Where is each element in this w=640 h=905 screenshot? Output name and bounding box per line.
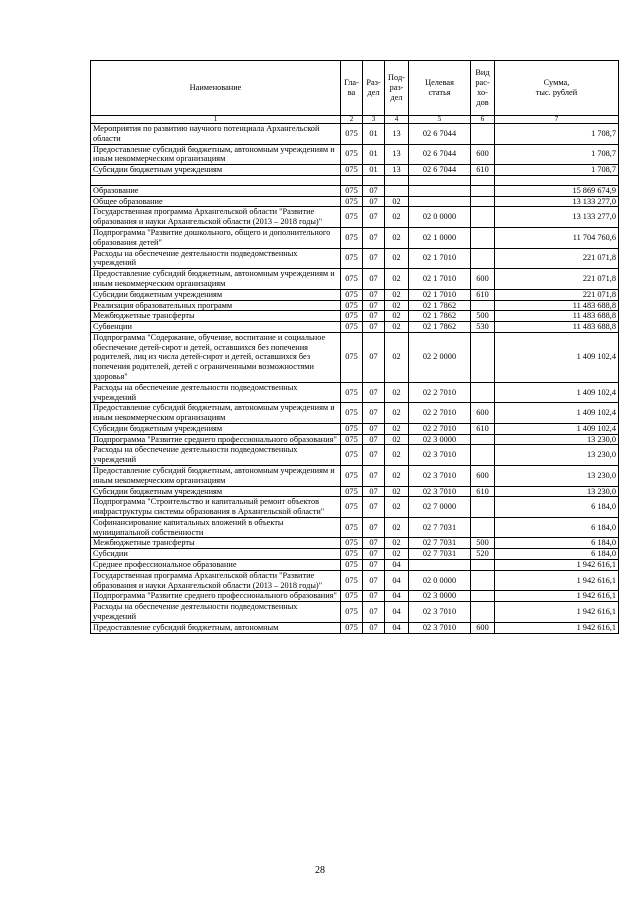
table-row — [91, 423, 619, 434]
row-name: Государственная программа Архангельской области "Развитие образования и науки Архангельской области (2013 – 2018 годы)" — [91, 570, 341, 591]
row-razdel: 07 — [363, 570, 385, 591]
table-row — [91, 300, 619, 311]
row-name — [91, 175, 341, 185]
row-razdel: 07 — [363, 228, 385, 249]
table-row — [91, 602, 619, 623]
row-podrazdel: 02 — [385, 196, 409, 207]
row-vid — [471, 228, 495, 249]
table-row — [91, 196, 619, 207]
page-number: 28 — [315, 865, 325, 876]
row-podrazdel: 02 — [385, 517, 409, 538]
row-target: 02 7 7031 — [409, 538, 471, 549]
row-name: Субсидии бюджетным учреждениям — [91, 423, 341, 434]
row-sum: 6 184,0 — [495, 538, 619, 549]
row-vid: 610 — [471, 165, 495, 176]
row-vid: 600 — [471, 403, 495, 424]
table-row — [91, 382, 619, 403]
row-glava: 075 — [341, 517, 363, 538]
row-podrazdel: 02 — [385, 445, 409, 466]
table-row — [91, 403, 619, 424]
row-name: Подпрограмма "Содержание, обучение, воспитание и социальное обеспечение детей-сирот и детей, оставшихся без попечения родителей, лиц из числа детей-сирот и детей, оставшихся без попечения родителей, детей с ограниченными возможностями здоровья" — [91, 332, 341, 382]
row-sum: 13 133 277,0 — [495, 196, 619, 207]
row-podrazdel: 02 — [385, 486, 409, 497]
table-row — [91, 165, 619, 176]
row-sum: 1 708,7 — [495, 144, 619, 165]
row-glava: 075 — [341, 538, 363, 549]
column-number: 6 — [471, 116, 495, 124]
row-target: 02 1 7010 — [409, 289, 471, 300]
row-podrazdel: 13 — [385, 144, 409, 165]
row-glava: 075 — [341, 269, 363, 290]
row-glava: 075 — [341, 403, 363, 424]
row-vid — [471, 300, 495, 311]
row-podrazdel: 02 — [385, 497, 409, 518]
row-glava — [341, 175, 363, 185]
row-razdel: 07 — [363, 466, 385, 487]
row-razdel: 07 — [363, 196, 385, 207]
row-name: Субвенции — [91, 322, 341, 333]
row-name: Предоставление субсидий бюджетным, автономным учреждениям и иным некоммерческим организациям — [91, 269, 341, 290]
row-name: Образование — [91, 185, 341, 196]
table-row — [91, 269, 619, 290]
row-podrazdel: 02 — [385, 322, 409, 333]
table-row — [91, 144, 619, 165]
row-target: 02 2 7010 — [409, 403, 471, 424]
row-vid — [471, 248, 495, 269]
row-vid: 610 — [471, 289, 495, 300]
row-name: Подпрограмма "Строительство и капитальный ремонт объектов инфраструктуры системы образования в Архангельской области" — [91, 497, 341, 518]
table-row — [91, 228, 619, 249]
row-vid: 600 — [471, 269, 495, 290]
row-podrazdel: 02 — [385, 403, 409, 424]
row-razdel: 07 — [363, 423, 385, 434]
row-glava: 075 — [341, 248, 363, 269]
row-vid — [471, 434, 495, 445]
row-sum: 6 184,0 — [495, 517, 619, 538]
row-vid: 500 — [471, 311, 495, 322]
row-sum: 1 409 102,4 — [495, 423, 619, 434]
row-razdel: 07 — [363, 434, 385, 445]
row-razdel: 07 — [363, 486, 385, 497]
row-podrazdel: 02 — [385, 289, 409, 300]
row-vid: 600 — [471, 622, 495, 633]
row-razdel: 07 — [363, 602, 385, 623]
row-vid: 610 — [471, 423, 495, 434]
row-glava: 075 — [341, 445, 363, 466]
row-target: 02 0 0000 — [409, 570, 471, 591]
row-glava: 075 — [341, 289, 363, 300]
table-row — [91, 332, 619, 382]
row-target — [409, 185, 471, 196]
table-row — [91, 207, 619, 228]
row-target: 02 7 0000 — [409, 497, 471, 518]
row-sum: 1 409 102,4 — [495, 382, 619, 403]
row-vid — [471, 207, 495, 228]
row-razdel: 07 — [363, 332, 385, 382]
row-glava: 075 — [341, 423, 363, 434]
row-name: Подпрограмма "Развитие дошкольного, общего и дополнительного образования детей" — [91, 228, 341, 249]
row-podrazdel: 13 — [385, 165, 409, 176]
row-name: Государственная программа Архангельской области "Развитие образования и науки Архангельской области (2013 – 2018 годы)" — [91, 207, 341, 228]
row-name: Расходы на обеспечение деятельности подведомственных учреждений — [91, 382, 341, 403]
row-sum: 13 230,0 — [495, 434, 619, 445]
row-razdel: 07 — [363, 538, 385, 549]
row-sum: 1 942 616,1 — [495, 591, 619, 602]
row-sum: 13 230,0 — [495, 445, 619, 466]
row-vid: 610 — [471, 486, 495, 497]
row-razdel: 07 — [363, 207, 385, 228]
column-number: 3 — [363, 116, 385, 124]
row-sum — [495, 175, 619, 185]
row-glava: 075 — [341, 185, 363, 196]
row-sum: 1 708,7 — [495, 165, 619, 176]
row-glava: 075 — [341, 622, 363, 633]
table-row — [91, 549, 619, 560]
row-name: Подпрограмма "Развитие среднего профессионального образования" — [91, 591, 341, 602]
row-sum: 11 483 688,8 — [495, 322, 619, 333]
row-target: 02 3 7010 — [409, 602, 471, 623]
row-sum: 13 133 277,0 — [495, 207, 619, 228]
row-sum: 11 483 688,8 — [495, 300, 619, 311]
row-target: 02 3 7010 — [409, 622, 471, 633]
row-sum: 15 869 674,9 — [495, 185, 619, 196]
row-podrazdel: 04 — [385, 622, 409, 633]
row-vid — [471, 445, 495, 466]
column-number: 2 — [341, 116, 363, 124]
row-target: 02 7 7031 — [409, 549, 471, 560]
row-sum: 1 942 616,1 — [495, 560, 619, 571]
column-number: 5 — [409, 116, 471, 124]
row-glava: 075 — [341, 591, 363, 602]
row-vid: 520 — [471, 549, 495, 560]
header-podrazdel: Под- раз- дел — [385, 61, 409, 116]
row-sum: 11 483 688,8 — [495, 311, 619, 322]
table-row — [91, 466, 619, 487]
row-name: Предоставление субсидий бюджетным, автономным учреждениям и иным некоммерческим организациям — [91, 144, 341, 165]
table-row — [91, 591, 619, 602]
row-razdel: 07 — [363, 248, 385, 269]
row-vid — [471, 602, 495, 623]
row-razdel: 07 — [363, 549, 385, 560]
row-razdel: 07 — [363, 185, 385, 196]
row-podrazdel: 02 — [385, 311, 409, 322]
row-sum: 221 071,8 — [495, 289, 619, 300]
row-vid — [471, 185, 495, 196]
row-sum: 1 409 102,4 — [495, 403, 619, 424]
row-name: Предоставление субсидий бюджетным, автономным учреждениям и иным некоммерческим организациям — [91, 403, 341, 424]
row-glava: 075 — [341, 434, 363, 445]
row-glava: 075 — [341, 228, 363, 249]
row-glava: 075 — [341, 497, 363, 518]
row-name: Предоставление субсидий бюджетным, автономным — [91, 622, 341, 633]
row-razdel: 07 — [363, 445, 385, 466]
table-row — [91, 560, 619, 571]
row-glava: 075 — [341, 196, 363, 207]
row-podrazdel: 04 — [385, 570, 409, 591]
row-sum: 13 230,0 — [495, 486, 619, 497]
row-target: 02 3 0000 — [409, 434, 471, 445]
table-row — [91, 570, 619, 591]
row-podrazdel: 02 — [385, 538, 409, 549]
row-podrazdel: 02 — [385, 549, 409, 560]
row-target: 02 3 7010 — [409, 466, 471, 487]
table-row — [91, 517, 619, 538]
row-name: Субсидии — [91, 549, 341, 560]
row-razdel: 01 — [363, 144, 385, 165]
table-row — [91, 185, 619, 196]
header-glava: Гла- ва — [341, 61, 363, 116]
table-row — [91, 486, 619, 497]
row-sum: 1 708,7 — [495, 124, 619, 145]
row-target: 02 3 7010 — [409, 445, 471, 466]
row-podrazdel: 02 — [385, 300, 409, 311]
row-name: Расходы на обеспечение деятельности подведомственных учреждений — [91, 248, 341, 269]
table-row — [91, 322, 619, 333]
table-row — [91, 311, 619, 322]
row-glava: 075 — [341, 466, 363, 487]
row-glava: 075 — [341, 165, 363, 176]
row-name: Мероприятия по развитию научного потенциала Архангельской области — [91, 124, 341, 145]
row-razdel: 01 — [363, 165, 385, 176]
row-sum: 6 184,0 — [495, 497, 619, 518]
row-target: 02 6 7044 — [409, 124, 471, 145]
row-sum: 221 071,8 — [495, 248, 619, 269]
table-body — [91, 124, 619, 634]
table-row — [91, 497, 619, 518]
row-vid — [471, 517, 495, 538]
row-glava: 075 — [341, 560, 363, 571]
row-razdel: 01 — [363, 124, 385, 145]
row-vid: 600 — [471, 144, 495, 165]
column-number-row — [91, 116, 619, 124]
column-number: 7 — [495, 116, 619, 124]
row-name: Расходы на обеспечение деятельности подведомственных учреждений — [91, 602, 341, 623]
row-glava: 075 — [341, 486, 363, 497]
row-vid — [471, 560, 495, 571]
header-sum: Сумма, тыс. рублей — [495, 61, 619, 116]
row-vid — [471, 332, 495, 382]
row-podrazdel: 02 — [385, 228, 409, 249]
row-target: 02 7 7031 — [409, 517, 471, 538]
row-target: 02 1 7862 — [409, 311, 471, 322]
row-name: Предоставление субсидий бюджетным, автономным учреждениям и иным некоммерческим организациям — [91, 466, 341, 487]
row-vid — [471, 497, 495, 518]
row-name: Реализация образовательных программ — [91, 300, 341, 311]
row-name: Субсидии бюджетным учреждениям — [91, 289, 341, 300]
row-razdel — [363, 175, 385, 185]
row-podrazdel: 02 — [385, 423, 409, 434]
row-razdel: 07 — [363, 311, 385, 322]
row-vid — [471, 570, 495, 591]
row-vid — [471, 124, 495, 145]
row-razdel: 07 — [363, 497, 385, 518]
row-razdel: 07 — [363, 382, 385, 403]
table-row — [91, 622, 619, 633]
table-spacer-row — [91, 175, 619, 185]
row-razdel: 07 — [363, 289, 385, 300]
row-glava: 075 — [341, 602, 363, 623]
row-vid — [471, 196, 495, 207]
row-podrazdel: 02 — [385, 248, 409, 269]
row-name: Расходы на обеспечение деятельности подведомственных учреждений — [91, 445, 341, 466]
row-podrazdel: 02 — [385, 269, 409, 290]
row-target: 02 2 0000 — [409, 332, 471, 382]
row-sum: 1 942 616,1 — [495, 622, 619, 633]
row-vid — [471, 591, 495, 602]
row-vid — [471, 175, 495, 185]
table-row — [91, 538, 619, 549]
row-glava: 075 — [341, 570, 363, 591]
row-vid: 500 — [471, 538, 495, 549]
row-target: 02 2 7010 — [409, 423, 471, 434]
row-podrazdel: 02 — [385, 332, 409, 382]
row-vid: 530 — [471, 322, 495, 333]
row-sum: 13 230,0 — [495, 466, 619, 487]
row-podrazdel: 04 — [385, 560, 409, 571]
row-target: 02 2 7010 — [409, 382, 471, 403]
row-razdel: 07 — [363, 269, 385, 290]
row-glava: 075 — [341, 311, 363, 322]
table-row — [91, 248, 619, 269]
row-name: Субсидии бюджетным учреждениям — [91, 486, 341, 497]
row-glava: 075 — [341, 382, 363, 403]
row-sum: 1 942 616,1 — [495, 570, 619, 591]
row-name: Субсидии бюджетным учреждениям — [91, 165, 341, 176]
row-target: 02 6 7044 — [409, 165, 471, 176]
row-podrazdel: 02 — [385, 382, 409, 403]
row-name: Общее образование — [91, 196, 341, 207]
row-name: Софинансирование капитальных вложений в объекты муниципальной собственности — [91, 517, 341, 538]
row-podrazdel: 02 — [385, 434, 409, 445]
row-podrazdel: 02 — [385, 207, 409, 228]
row-razdel: 07 — [363, 300, 385, 311]
row-target: 02 0 0000 — [409, 207, 471, 228]
row-podrazdel: 04 — [385, 591, 409, 602]
row-razdel: 07 — [363, 517, 385, 538]
row-target: 02 3 7010 — [409, 486, 471, 497]
row-podrazdel: 13 — [385, 124, 409, 145]
row-glava: 075 — [341, 332, 363, 382]
row-name: Подпрограмма "Развитие среднего профессионального образования" — [91, 434, 341, 445]
row-target: 02 1 7010 — [409, 248, 471, 269]
row-razdel: 07 — [363, 560, 385, 571]
row-name: Межбюджетные трансферты — [91, 538, 341, 549]
row-sum: 1 409 102,4 — [495, 332, 619, 382]
row-glava: 075 — [341, 300, 363, 311]
table-row — [91, 289, 619, 300]
row-glava: 075 — [341, 549, 363, 560]
row-vid: 600 — [471, 466, 495, 487]
row-glava: 075 — [341, 144, 363, 165]
table-row — [91, 124, 619, 145]
row-vid — [471, 382, 495, 403]
budget-table — [90, 60, 619, 634]
header-razdel: Раз- дел — [363, 61, 385, 116]
row-sum: 11 704 760,6 — [495, 228, 619, 249]
row-podrazdel — [385, 185, 409, 196]
row-glava: 075 — [341, 124, 363, 145]
row-sum: 1 942 616,1 — [495, 602, 619, 623]
row-target — [409, 196, 471, 207]
row-razdel: 07 — [363, 622, 385, 633]
row-glava: 075 — [341, 207, 363, 228]
column-number: 1 — [91, 116, 341, 124]
row-target — [409, 560, 471, 571]
table-row — [91, 434, 619, 445]
row-podrazdel — [385, 175, 409, 185]
table-row — [91, 445, 619, 466]
row-razdel: 07 — [363, 591, 385, 602]
row-glava: 075 — [341, 322, 363, 333]
row-target: 02 1 7862 — [409, 322, 471, 333]
row-sum: 6 184,0 — [495, 549, 619, 560]
column-number: 4 — [385, 116, 409, 124]
row-name: Межбюджетные трансферты — [91, 311, 341, 322]
row-podrazdel: 02 — [385, 466, 409, 487]
row-sum: 221 071,8 — [495, 269, 619, 290]
row-target: 02 6 7044 — [409, 144, 471, 165]
row-target: 02 3 0000 — [409, 591, 471, 602]
row-name: Среднее профессиональное образование — [91, 560, 341, 571]
row-target: 02 1 7010 — [409, 269, 471, 290]
header-target: Целевая статья — [409, 61, 471, 116]
row-razdel: 07 — [363, 403, 385, 424]
row-razdel: 07 — [363, 322, 385, 333]
table-header-row — [91, 61, 619, 116]
header-name: Наименование — [91, 61, 341, 116]
row-podrazdel: 04 — [385, 602, 409, 623]
row-target — [409, 175, 471, 185]
row-target: 02 1 0000 — [409, 228, 471, 249]
row-target: 02 1 7862 — [409, 300, 471, 311]
header-vid: Вид рас- хо- дов — [471, 61, 495, 116]
